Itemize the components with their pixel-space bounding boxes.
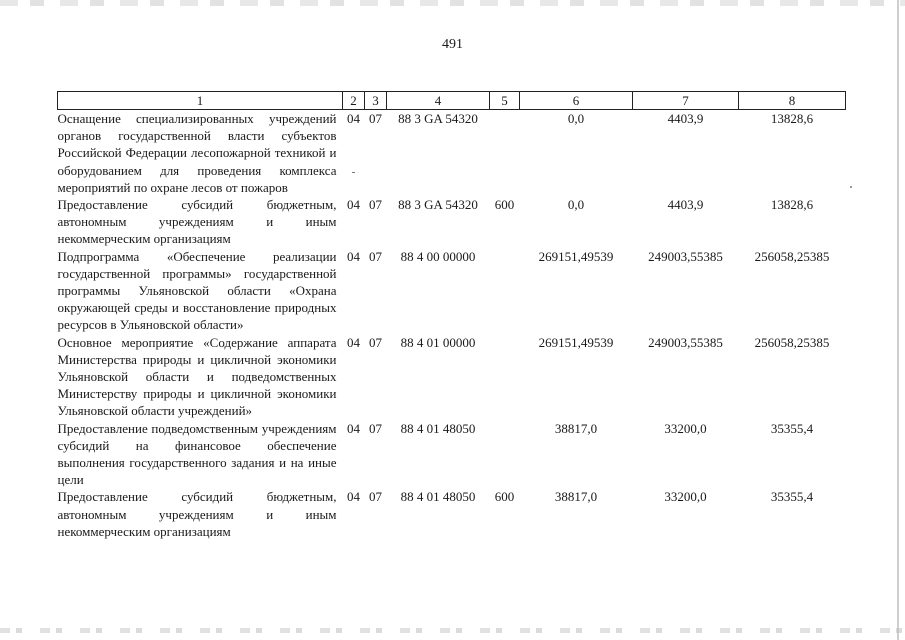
- column-header: 6: [520, 92, 633, 110]
- row-value-7: 4403,9: [667, 111, 704, 126]
- row-value-7: 4403,9: [667, 197, 704, 213]
- column-header: 7: [633, 92, 739, 110]
- column-header: 8: [739, 92, 846, 110]
- column-header: 1: [58, 92, 343, 110]
- row-target-item: 88 4 00 00000: [400, 248, 476, 264]
- budget-table: [57, 91, 846, 540]
- row-expense-type: [490, 420, 520, 489]
- row-target-item: 88 3 GA 54320: [398, 111, 478, 126]
- column-header: 2: [343, 92, 365, 110]
- row-section: 04: [347, 111, 360, 126]
- column-header: 5: [490, 92, 520, 110]
- row-name: Основное мероприятие «Содержание аппарата Министерства природы и цикличной экономики Ульяновской области и подведомственных Министерству природы и цикличной экономики Ульяновской области учреждений»: [57, 334, 337, 419]
- column-header: 4: [387, 92, 490, 110]
- row-subsection: 07: [369, 489, 382, 505]
- column-header: 3: [365, 92, 387, 110]
- row-subsection: 07: [369, 197, 382, 213]
- row-target-item: 88 4 01 48050: [400, 420, 476, 436]
- row-value-6: 269151,49539: [538, 334, 614, 350]
- row-value-7: 33200,0: [664, 489, 707, 505]
- row-value-6: 269151,49539: [538, 248, 614, 264]
- row-name: Предоставление субсидий бюджетным, автономным учреждениям и иным некоммерческим организациям: [57, 197, 337, 247]
- row-value-8: 256058,25385: [754, 248, 830, 264]
- table-row: [58, 196, 846, 248]
- row-name: Предоставление субсидий бюджетным, автономным учреждениям и иным некоммерческим организациям: [57, 489, 337, 539]
- row-target-item: 88 4 01 00000: [400, 334, 476, 350]
- row-expense-type: 600: [494, 197, 515, 213]
- row-section: 04: [347, 248, 360, 264]
- row-expense-type: 600: [494, 489, 515, 505]
- row-name: Оснащение специализированных учреждений органов государственной власти субъектов Российской Федерации лесопожарной техникой и оборудованием для проведения комплекса мероприятий по охране лесов от пожаров: [57, 111, 337, 195]
- table-header-row: [58, 92, 846, 110]
- scan-speck: [850, 186, 852, 188]
- row-section: 04: [347, 420, 360, 436]
- table-row: [58, 334, 846, 420]
- row-target-item: 88 4 01 48050: [400, 489, 476, 505]
- row-value-8: 35355,4: [770, 489, 814, 505]
- row-value-7: 249003,55385: [648, 248, 723, 264]
- row-section: 04: [347, 197, 360, 213]
- row-subsection: 07: [369, 420, 382, 436]
- table-row: [58, 110, 846, 197]
- row-value-8: 256058,25385: [754, 334, 830, 350]
- scan-edge-bottom: [0, 628, 905, 633]
- row-value-6: 0,0: [567, 197, 585, 213]
- row-value-7: 33200,0: [664, 420, 707, 436]
- row-value-6: 38817,0: [554, 489, 598, 505]
- row-subsection: 07: [369, 248, 382, 264]
- row-target-item: 88 3 GA 54320: [398, 197, 478, 213]
- row-section: 04: [347, 334, 360, 350]
- row-value-7: 249003,55385: [648, 334, 723, 350]
- row-subsection: 07: [369, 111, 382, 126]
- row-value-6: 38817,0: [554, 420, 598, 436]
- table-row: [58, 248, 846, 334]
- row-value-8: 35355,4: [770, 420, 814, 436]
- row-value-6: 0,0: [567, 111, 585, 126]
- row-name: Подпрограмма «Обеспечение реализации государственной программы» государственной программы Ульяновской области «Охрана окружающей среды и восстановление природных ресурсов в Ульяновской области»: [57, 248, 337, 333]
- row-value-8: 13828,6: [770, 197, 814, 213]
- row-subsection: 07: [369, 334, 382, 350]
- row-section: 04: [347, 489, 360, 505]
- table-row: [58, 420, 846, 489]
- row-name: Предоставление подведомственным учреждениям субсидий на финансовое обеспечение выполнения государственного задания и на иные цели: [57, 420, 337, 488]
- scan-speck: [352, 172, 355, 173]
- row-expense-type: [490, 248, 520, 334]
- scan-edge-right: [897, 0, 899, 640]
- table-row: [58, 488, 846, 540]
- page-number: 491: [442, 37, 463, 52]
- row-expense-type: [490, 110, 520, 197]
- scan-edge-top: [0, 0, 905, 6]
- row-expense-type: [490, 334, 520, 420]
- row-value-8: 13828,6: [770, 111, 814, 126]
